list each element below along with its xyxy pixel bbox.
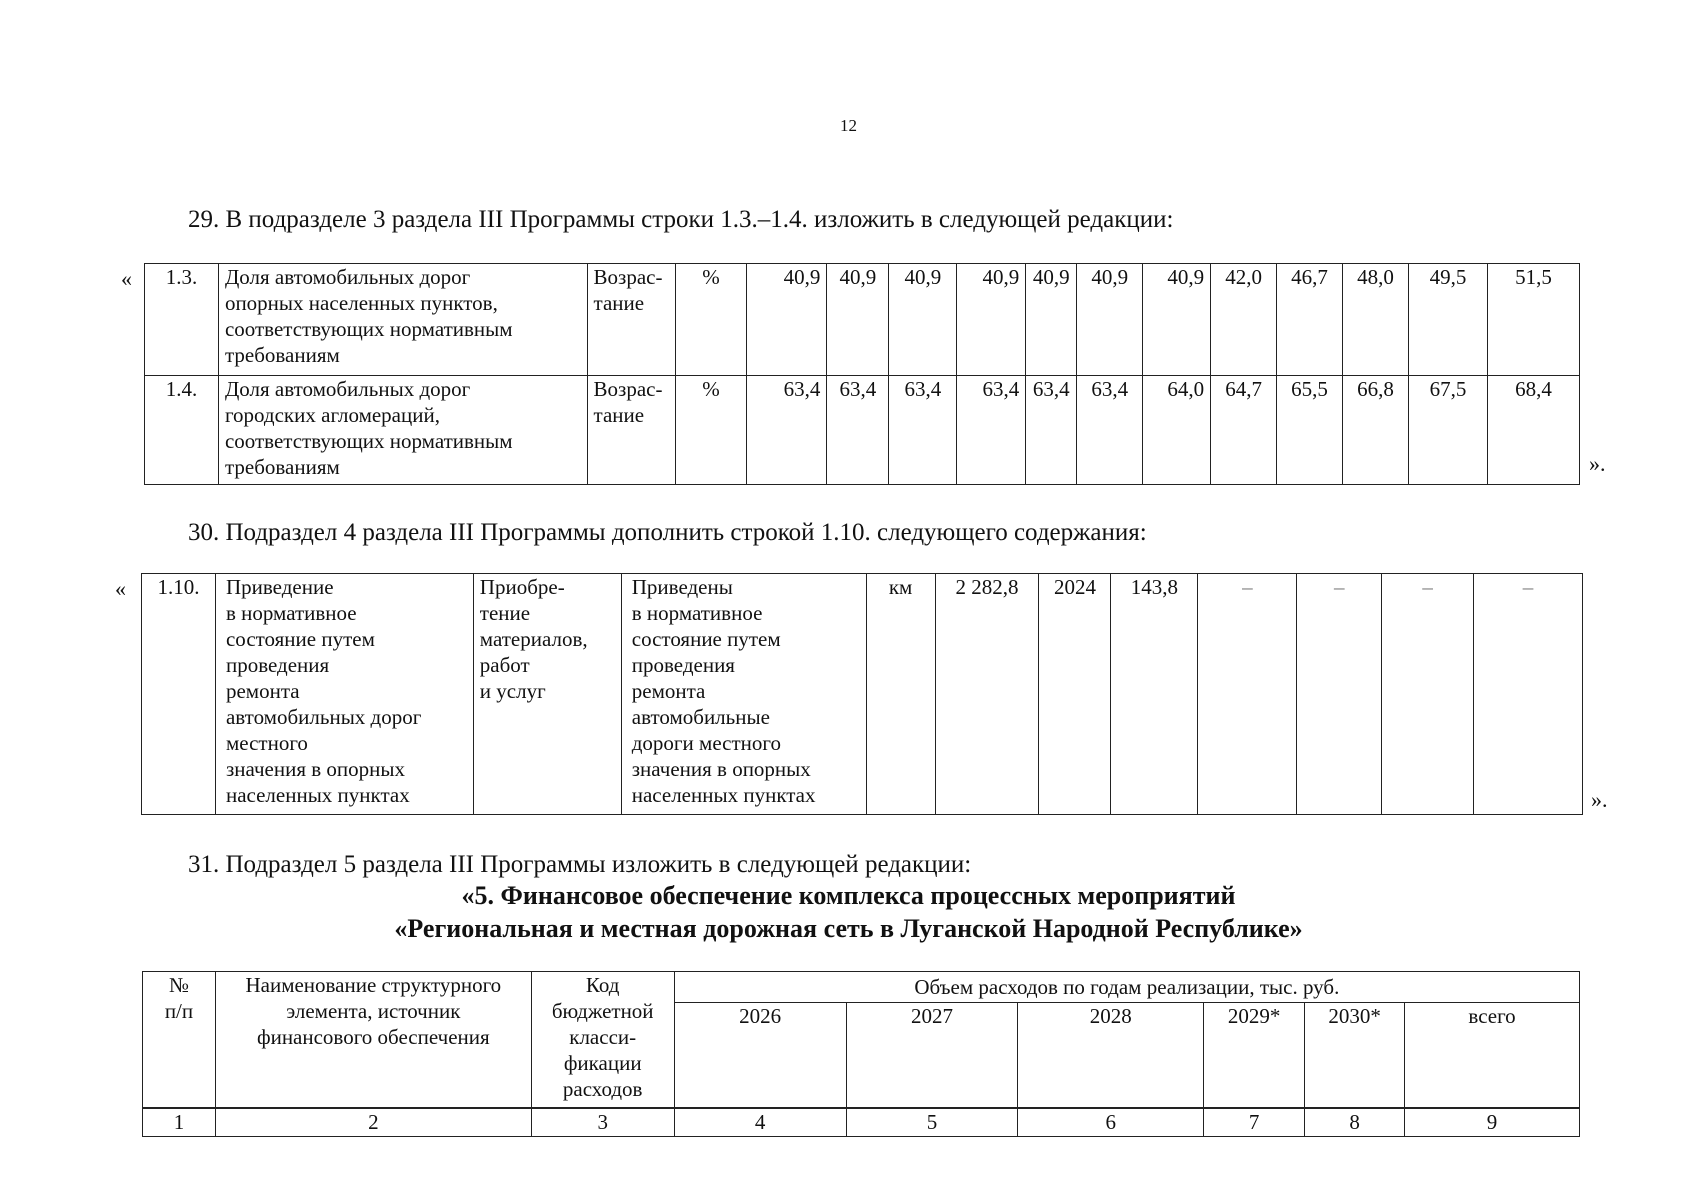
- type-line: материалов,: [479, 627, 588, 651]
- type-line: тение: [479, 601, 531, 625]
- column-number: 7: [1204, 1108, 1305, 1137]
- table-row: [142, 574, 1583, 815]
- value-cell: 51,5: [1487, 264, 1579, 376]
- value-cell: 64,7: [1211, 376, 1277, 485]
- year-header: 2030*: [1305, 1003, 1405, 1108]
- column-number: 1: [143, 1108, 216, 1137]
- col-num-header: [143, 972, 216, 1108]
- open-quote-29: «: [121, 266, 132, 291]
- col-volume-header: Объем расходов по годам реализации, тыс. руб.: [674, 972, 1579, 1003]
- value-cell: 63,4: [747, 376, 827, 485]
- column-number: 2: [215, 1108, 531, 1137]
- column-number: 5: [846, 1108, 1018, 1137]
- year-header: 2029*: [1204, 1003, 1305, 1108]
- year-header: 2027: [846, 1003, 1018, 1108]
- value-cell: 64,0: [1143, 376, 1211, 485]
- header-line: фикации: [563, 1051, 642, 1075]
- activity-result: [621, 574, 866, 815]
- table-finance-31: [142, 971, 1580, 1137]
- column-number: 3: [531, 1108, 674, 1137]
- unit: %: [675, 264, 747, 376]
- trend-line: тание: [593, 403, 645, 427]
- column-number: 4: [674, 1108, 846, 1137]
- value-cell: 63,4: [889, 376, 957, 485]
- dash-cell: –: [1382, 574, 1474, 815]
- unit: %: [675, 376, 747, 485]
- section-31-text: 31. Подраздел 5 раздела III Программы изложить в следующей редакции:: [188, 851, 972, 878]
- result-line: автомобильные: [631, 705, 770, 729]
- name-line: ремонта: [225, 679, 300, 703]
- name-line: требованиям: [224, 455, 340, 479]
- value-cell: 65,5: [1277, 376, 1343, 485]
- table-activity-30: [141, 573, 1583, 815]
- value-cell: 40,9: [889, 264, 957, 376]
- header-line: Код: [585, 973, 620, 997]
- row-number: 1.4.: [145, 376, 219, 485]
- column-number: 6: [1018, 1108, 1204, 1137]
- value-cell: 63,4: [827, 376, 889, 485]
- result-line: в нормативное: [631, 601, 763, 625]
- value-cell: 67,5: [1408, 376, 1487, 485]
- value-cell: 40,9: [1143, 264, 1211, 376]
- name-line: Доля автомобильных дорог: [224, 377, 471, 401]
- name-line: Приведение: [225, 575, 334, 599]
- header-line: расходов: [562, 1077, 643, 1101]
- value-cell: 40,9: [957, 264, 1026, 376]
- name-line: проведения: [225, 653, 330, 677]
- column-number: 8: [1305, 1108, 1405, 1137]
- value-cell: 49,5: [1408, 264, 1487, 376]
- name-line: состояние путем: [225, 627, 375, 651]
- indicator-name: [218, 376, 587, 485]
- section-30-text: 30. Подраздел 4 раздела III Программы дополнить строкой 1.10. следующего содержания:: [188, 519, 1147, 546]
- unit: км: [866, 574, 935, 815]
- trend: [587, 376, 675, 485]
- total-header: всего: [1405, 1003, 1580, 1108]
- indicator-name: [218, 264, 587, 376]
- name-line: населенных пунктах: [225, 783, 410, 807]
- name-line: автомобильных дорог: [225, 705, 422, 729]
- name-line: в нормативное: [225, 601, 357, 625]
- value-cell: 40,9: [827, 264, 889, 376]
- header-line: Наименование структурного: [245, 973, 502, 997]
- section-heading-line-2: «Региональная и местная дорожная сеть в Луганской Народной Республике»: [394, 914, 1303, 943]
- column-number: 9: [1405, 1108, 1580, 1137]
- activity-type: [473, 574, 621, 815]
- base-value: 2 282,8: [935, 574, 1039, 815]
- dash-cell: –: [1297, 574, 1382, 815]
- table-row: [145, 264, 1580, 376]
- result-line: значения в опорных: [631, 757, 811, 781]
- section-29-text: 29. В подразделе 3 раздела III Программы строки 1.3.–1.4. изложить в следующей редакции:: [188, 206, 1174, 233]
- section-heading-line-1: «5. Финансовое обеспечение комплекса процессных мероприятий: [461, 881, 1236, 910]
- header-line: №: [168, 973, 189, 997]
- header-line: финансового обеспечения: [256, 1025, 490, 1049]
- row-number: 1.10.: [142, 574, 216, 815]
- activity-name: [215, 574, 473, 815]
- table-indicators-29: [144, 263, 1580, 485]
- year-header: 2028: [1018, 1003, 1204, 1108]
- page-number: 12: [840, 116, 857, 135]
- col-name-header: [215, 972, 531, 1108]
- trend: [587, 264, 675, 376]
- base-year: 2024: [1039, 574, 1111, 815]
- name-line: городских агломераций,: [224, 403, 440, 427]
- result-line: ремонта: [631, 679, 706, 703]
- name-line: соответствующих нормативным: [224, 317, 513, 341]
- close-quote-30: ».: [1591, 787, 1608, 812]
- value-cell: 66,8: [1343, 376, 1409, 485]
- result-line: Приведены: [631, 575, 733, 599]
- header-line: класси-: [569, 1025, 637, 1049]
- name-line: соответствующих нормативным: [224, 429, 513, 453]
- header-line: п/п: [164, 999, 194, 1023]
- col-code-header: [531, 972, 674, 1108]
- value-cell: 143,8: [1111, 574, 1198, 815]
- value-cell: 42,0: [1211, 264, 1277, 376]
- type-line: Приобре-: [479, 575, 565, 599]
- result-line: проведения: [631, 653, 735, 677]
- value-cell: 68,4: [1487, 376, 1579, 485]
- name-line: местного: [225, 731, 308, 755]
- value-cell: 40,9: [747, 264, 827, 376]
- dash-cell: –: [1198, 574, 1297, 815]
- result-line: населенных пунктах: [631, 783, 816, 807]
- open-quote-30: «: [115, 576, 126, 601]
- trend-line: Возрас-: [593, 265, 663, 289]
- result-line: дороги местного: [631, 731, 781, 755]
- column-numbers-row: [143, 1108, 1580, 1137]
- value-cell: 63,4: [1077, 376, 1143, 485]
- table-row: [145, 376, 1580, 485]
- row-number: 1.3.: [145, 264, 219, 376]
- value-cell: 40,9: [1077, 264, 1143, 376]
- name-line: опорных населенных пунктов,: [224, 291, 498, 315]
- dash-cell: –: [1474, 574, 1583, 815]
- table-header-row: [143, 972, 1580, 1003]
- result-line: состояние путем: [631, 627, 781, 651]
- close-quote-29: ».: [1589, 451, 1606, 476]
- value-cell: 63,4: [957, 376, 1026, 485]
- header-line: бюджетной: [551, 999, 654, 1023]
- year-header: 2026: [674, 1003, 846, 1108]
- trend-line: тание: [593, 291, 645, 315]
- value-cell: 63,4: [1026, 376, 1077, 485]
- value-cell: 40,9: [1026, 264, 1077, 376]
- name-line: значения в опорных: [225, 757, 406, 781]
- name-line: Доля автомобильных дорог: [224, 265, 471, 289]
- type-line: работ: [479, 653, 530, 677]
- trend-line: Возрас-: [593, 377, 663, 401]
- name-line: требованиям: [224, 343, 340, 367]
- value-cell: 46,7: [1277, 264, 1343, 376]
- header-line: элемента, источник: [286, 999, 461, 1023]
- value-cell: 48,0: [1343, 264, 1409, 376]
- type-line: и услуг: [479, 679, 546, 703]
